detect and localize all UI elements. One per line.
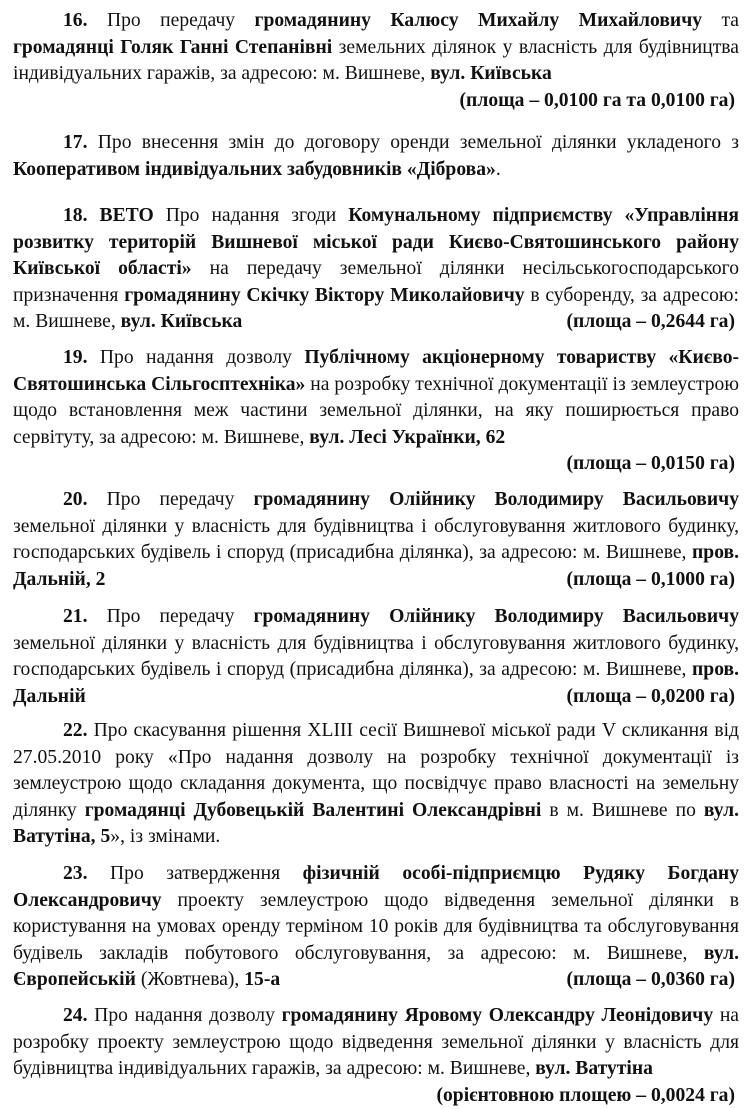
agenda-item-text: 16. Про передачу громадянину Калюсу Михайлу Михайловичу та громадянці Голяк Ганні Степанівні земельних ділянок у власність для будівництва індивідуальних гаражів, за адресою: м. Вишневе, вул. Київська: [13, 10, 739, 85]
item-number: 22.: [63, 720, 88, 741]
agenda-item-18: [13, 203, 739, 336]
item-number: 19.: [63, 347, 88, 368]
area-note: (площа – 0,0360 га): [566, 969, 735, 991]
item-number: 20.: [63, 489, 88, 510]
agenda-item-22: [13, 718, 739, 851]
area-note: (орієнтовною площею – 0,0024 га): [436, 1084, 735, 1106]
item-number: 16.: [63, 10, 88, 31]
item-number: 24.: [63, 1005, 88, 1026]
agenda-item-text: 23. Про затвердження фізичній особі-підприємцю Рудяку Богдану Олександровичу проекту землеустрою щодо відведення земельної ділянки в користування на умовах оренду терміном 10 років для будівництва та обслуговування будівель закладів побутового обслуговування, за адресою: м. Вишневе, вул. Європейській (Жовтнева), 15-а (площа – 0,0360 га): [13, 861, 739, 994]
agenda-item-21: [13, 604, 739, 710]
item-number: 17.: [63, 132, 88, 153]
item-number: 18.: [63, 205, 88, 226]
agenda-item-20: [13, 487, 739, 593]
agenda-item-text: 24. Про надання дозволу громадянину Яровому Олександру Леонідовичу на розробку проекту землеустрою щодо відведення земельної ділянки у власність для будівництва індивідуальних гаражів, за адресою: м. Вишневе, вул. Ватутіна: [13, 1005, 740, 1080]
agenda-item-16: [13, 8, 739, 114]
agenda-item-text: 18. ВЕТО Про надання згоди Комунальному підприємству «Управління розвитку територій Вишневої міської ради Києво-Святошинського району Київської області» на передачу земельної ділянки несільськогосподарського призначення громадянину Скічку Віктору Миколайовичу в суборенду, за адресою: м. Вишневе, вул. Київська (площа – 0,2644 га): [13, 203, 739, 336]
area-note: (площа – 0,2644 га): [566, 311, 735, 333]
item-number: 21.: [63, 606, 88, 627]
agenda-item-24: [13, 1003, 739, 1109]
agenda-item-text: 20. Про передачу громадянину Олійнику Володимиру Васильовичу земельної ділянки у власність для будівництва і обслуговування житлового будинку, господарських будівель і споруд (присадибна ділянка), за адресою: м. Вишневе, пров. Дальній, 2 (площа – 0,1000 га): [13, 487, 739, 593]
veto-label: ВЕТО: [87, 205, 154, 226]
area-note: (площа – 0,1000 га): [566, 568, 735, 590]
agenda-item-23: [13, 861, 739, 994]
agenda-item-text: 21. Про передачу громадянину Олійнику Володимиру Васильовичу земельної ділянки у власність для будівництва і обслуговування житлового будинку, господарських будівель і споруд (присадибна ділянка), за адресою: м. Вишневе, пров. Дальній (площа – 0,0200 га): [13, 604, 739, 710]
area-note: (площа – 0,0100 га та 0,0100 га): [459, 89, 735, 111]
area-note: (площа – 0,0200 га): [566, 685, 735, 707]
agenda-item-text: 19. Про надання дозволу Публічному акціонерному товариству «Києво-Святошинська Сільгосптехніка» на розробку технічної документації із землеустрою щодо встановлення меж частини земельної ділянки, на яку поширюється право сервітуту, за адресою: м. Вишневе, вул. Лесі Українки, 62: [13, 347, 740, 448]
agenda-item-19: [13, 345, 739, 478]
item-number: 23.: [63, 863, 88, 884]
agenda-item-17: [13, 130, 739, 183]
agenda-item-text: 22. Про скасування рішення XLIII сесії Вишневої міської ради V скликання від 27.05.2010 року «Про надання дозволу на розробку технічної документації із землеустрою щодо складання документа, що посвідчує право власності на земельну ділянку громадянці Дубовецькій Валентині Олександрівні в м. Вишневе по вул. Ватутіна, 5», із змінами.: [13, 720, 739, 848]
area-note: (площа – 0,0150 га): [566, 453, 735, 475]
agenda-item-text: 17. Про внесення змін до договору оренди земельної ділянки укладеного з Кооперативом індивідуальних забудовників «Діброва».: [13, 132, 739, 180]
